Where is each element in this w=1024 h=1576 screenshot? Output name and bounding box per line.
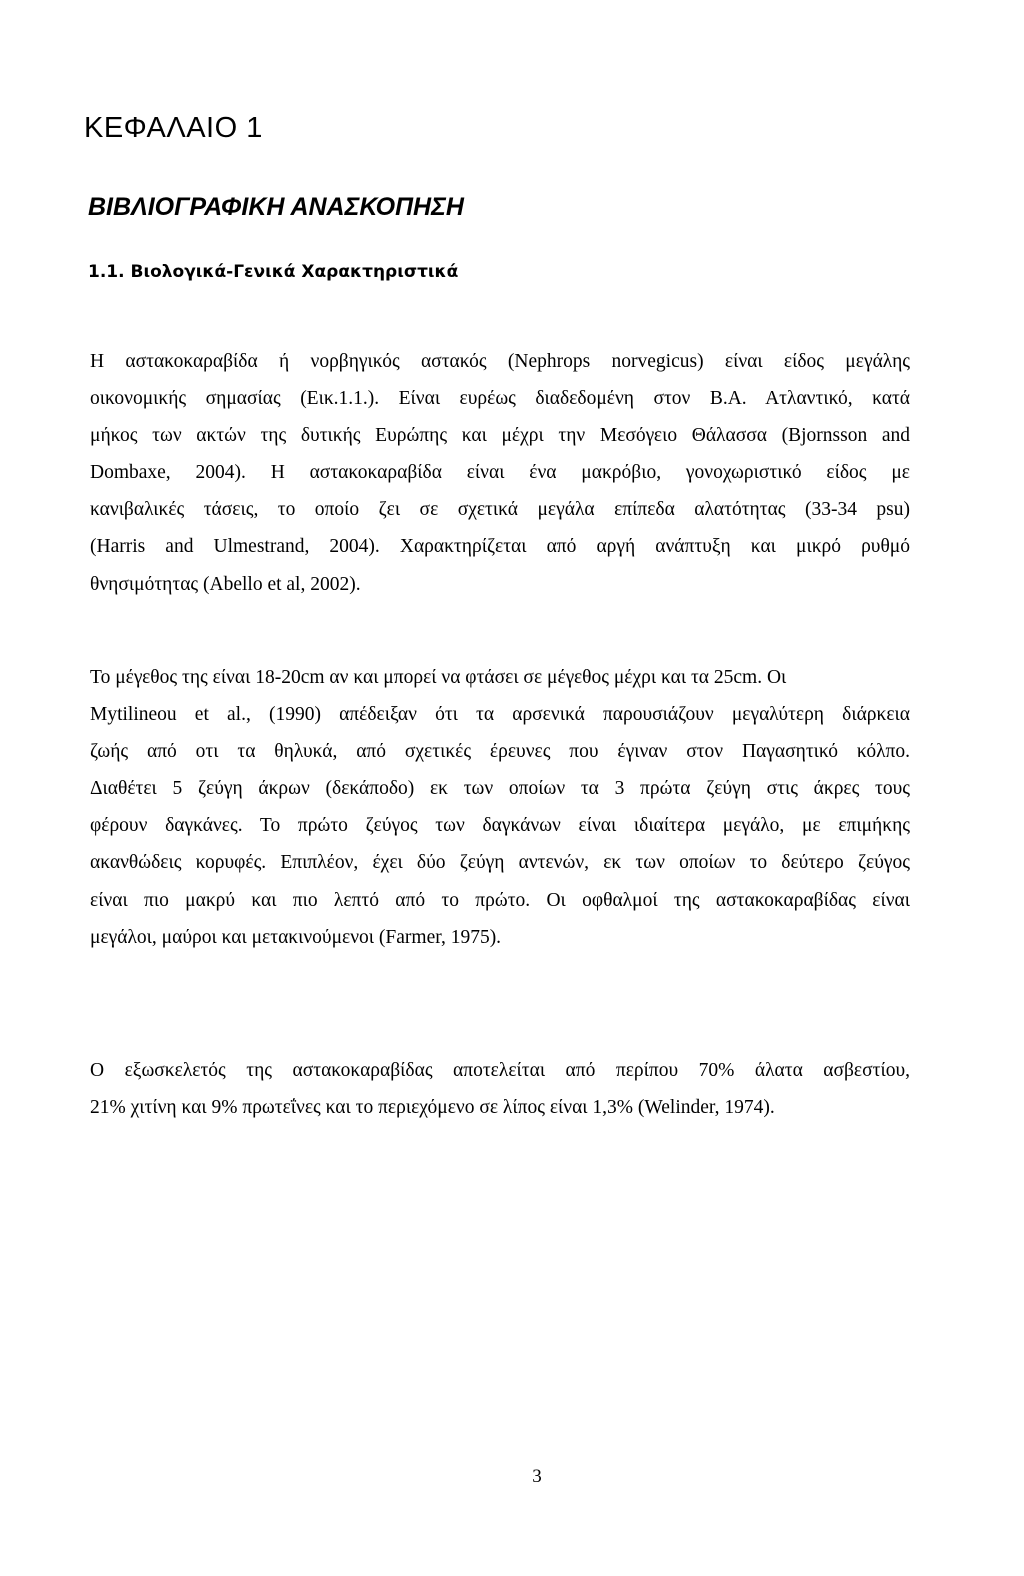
- paragraph-line: Διαθέτει 5 ζεύγη άκρων (δεκάποδο) εκ των οποίων τα 3 πρώτα ζεύγη στις άκρες τους: [90, 778, 910, 800]
- page-number: 3: [532, 1466, 542, 1487]
- section-heading: 1.1. Βιολογικά-Γενικά Χαρακτηριστικά: [88, 262, 459, 282]
- paragraph-line: Ο εξωσκελετός της αστακοκαραβίδας αποτελείται από περίπου 70% άλατα ασβεστίου,: [90, 1060, 910, 1081]
- paragraph-3: [90, 1052, 910, 1126]
- paragraph-line: μεγάλοι, μαύροι και μετακινούμενοι (Farmer, 1975).: [90, 926, 502, 948]
- paragraph-line: οικονομικής σημασίας (Εικ.1.1.). Είναι ευρέως διαδεδομένη στον Β.Α. Ατλαντικό, κατά: [90, 388, 910, 410]
- chapter-title: ΚΕΦΑΛΑΙΟ 1: [84, 112, 263, 144]
- paragraph-line: είναι πιο μακρύ και πιο λεπτό από το πρώτο. Οι οφθαλμοί της αστακοκαραβίδας είναι: [90, 889, 910, 911]
- paragraph-line: κανιβαλικές τάσεις, το οποίο ζει σε σχετικά μεγάλα επίπεδα αλατότητας (33-34 psu): [90, 499, 910, 521]
- paragraph-line: ακανθώδεις κορυφές. Επιπλέον, έχει δύο ζεύγη αντενών, εκ των οποίων το δεύτερο ζεύγος: [90, 852, 910, 874]
- paragraph-line: ζωής από οτι τα θηλυκά, από σχετικές έρευνες που έγιναν στον Παγασητικό κόλπο.: [90, 741, 910, 763]
- paragraph-line: Mytilineou et al., (1990) απέδειξαν ότι τα αρσενικά παρουσιάζουν μεγαλύτερη διάρκεια: [90, 704, 910, 726]
- paragraph-line: Η αστακοκαραβίδα ή νορβηγικός αστακός (Nephrops norvegicus) είναι είδος μεγάλης: [90, 351, 910, 372]
- paragraph-line: Το μέγεθος της είναι 18-20cm αν και μπορεί να φτάσει σε μέγεθος μέχρι και τα 25cm. Οι: [90, 667, 787, 688]
- paragraph-1: [90, 343, 910, 603]
- paragraph-line: μήκος των ακτών της δυτικής Ευρώπης και μέχρι την Μεσόγειο Θάλασσα (Bjornsson and: [90, 425, 910, 447]
- paragraph-line: φέρουν δαγκάνες. Το πρώτο ζεύγος των δαγκάνων είναι ιδιαίτερα μεγάλο, με επιμήκης: [90, 815, 910, 837]
- paragraph-line: θνησιμότητας (Abello et al, 2002).: [90, 573, 361, 595]
- paragraph-line: Dombaxe, 2004). Η αστακοκαραβίδα είναι ένα μακρόβιο, γονοχωριστικό είδος με: [90, 462, 910, 484]
- paragraph-line: (Harris and Ulmestrand, 2004). Χαρακτηρίζεται από αργή ανάπτυξη και μικρό ρυθμό: [90, 536, 910, 558]
- paragraph-line: 21% χιτίνη και 9% πρωτεΐνες και το περιεχόμενο σε λίπος είναι 1,3% (Welinder, 1974).: [90, 1097, 775, 1119]
- paragraph-2: [90, 659, 910, 956]
- chapter-subtitle: ΒΙΒΛΙΟΓΡΑΦΙΚΗ ΑΝΑΣΚΟΠΗΣΗ: [88, 193, 464, 221]
